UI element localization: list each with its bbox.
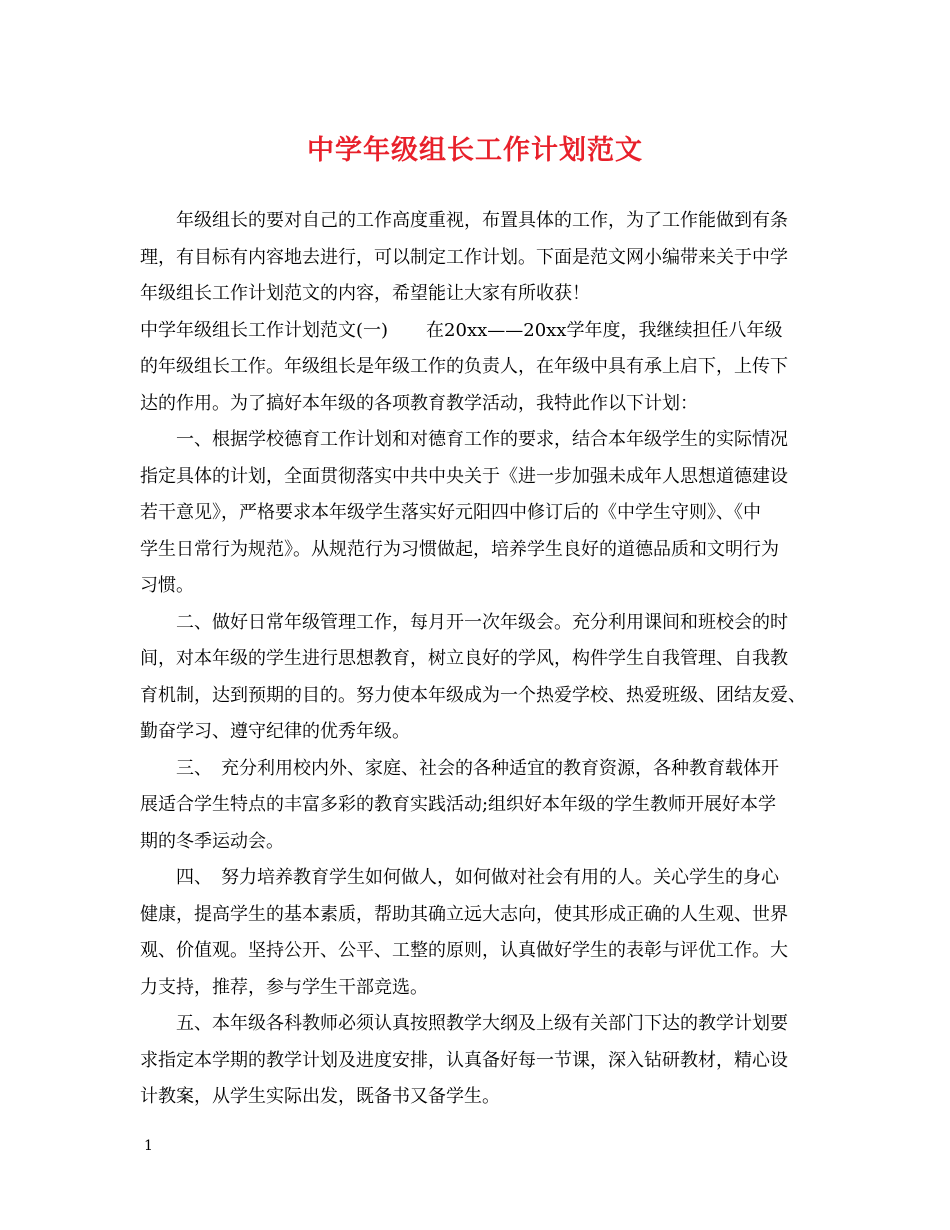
document-body <box>140 203 812 1116</box>
item-two-line-1: 二、做好日常年级管理工作，每月开一次年级会。充分利用课间和班校会的时 <box>176 611 788 633</box>
paragraph-line: 达的作用。为了搞好本年级的各项教育教学活动，我特此作以下计划： <box>140 392 698 414</box>
item-two-line-3: 育机制，达到预期的目的。努力使本年级成为一个热爱学校、热爱班级、团结友爱、 <box>140 684 806 706</box>
item-one-line-1: 一、根据学校德育工作计划和对德育工作的要求，结合本年级学生的实际情况 <box>176 429 788 450</box>
section-opening-text: 在20xx——20xx学年度，我继续担任八年级 <box>426 319 783 341</box>
item-three-line-3: 期的冬季运动会。 <box>140 830 284 852</box>
item-one-line-5: 习惯。 <box>140 575 194 596</box>
item-three-line-2: 展适合学生特点的丰富多彩的教育实践活动;组织好本年级的学生教师开展好本学 <box>140 794 777 815</box>
item-one-line-4: 学生日常行为规范》。从规范行为习惯做起，培养学生良好的道德品质和文明行为 <box>140 538 779 560</box>
item-four-line-3: 观、价值观。坚持公开、公平、工整的原则，认真做好学生的表彰与评优工作。大 <box>140 940 788 961</box>
item-four-line-1: 四、 努力培养教育学生如何做人，如何做对社会有用的人。关心学生的身心 <box>176 867 779 888</box>
paragraph-line: 的年级组长工作。年级组长是年级工作的负责人，在年级中具有承上启下，上传下 <box>140 356 788 377</box>
page-number: 1 <box>144 1138 153 1154</box>
item-three-line-1: 三、 充分利用校内外、家庭、社会的各种适宜的教育资源，各种教育载体开 <box>176 757 779 779</box>
item-five-line-2: 求指定本学期的教学计划及进度安排，认真备好每一节课，深入钻研教材，精心设 <box>140 1049 788 1071</box>
item-four-line-4: 力支持，推荐，参与学生干部竞选。 <box>140 976 428 998</box>
intro-line-1: 年级组长的要对自己的工作高度重视，布置具体的工作，为了工作能做到有条 <box>176 210 788 231</box>
section-heading-line <box>140 313 812 350</box>
section-heading: 中学年级组长工作计划范文(一) <box>140 319 389 341</box>
item-two-line-2: 间，对本年级的学生进行思想教育，树立良好的学风，构件学生自我管理、自我教 <box>140 648 788 669</box>
intro-line-2: 理，有目标有内容地去进行，可以制定工作计划。下面是范文网小编带来关于中学 <box>140 246 788 268</box>
item-five-line-3: 计教案，从学生实际出发，既备书又备学生。 <box>140 1086 500 1107</box>
item-four-line-2: 健康，提高学生的基本素质，帮助其确立远大志向，使其形成正确的人生观、世界 <box>140 903 788 925</box>
document-title: 中学年级组长工作计划范文 <box>307 135 643 166</box>
intro-line-3: 年级组长工作计划范文的内容，希望能让大家有所收获！ <box>140 283 590 304</box>
item-two-line-4: 勤奋学习、遵守纪律的优秀年级。 <box>140 721 410 742</box>
item-one-line-2: 指定具体的计划，全面贯彻落实中共中央关于《进一步加强未成年人思想道德建设 <box>140 465 788 487</box>
item-five-line-1: 五、本年级各科教师必须认真按照教学大纲及上级有关部门下达的教学计划要 <box>176 1013 788 1034</box>
item-one-line-3: 若干意见》，严格要求本年级学生落实好元阳四中修订后的《中学生守则》、《中 <box>140 502 761 523</box>
